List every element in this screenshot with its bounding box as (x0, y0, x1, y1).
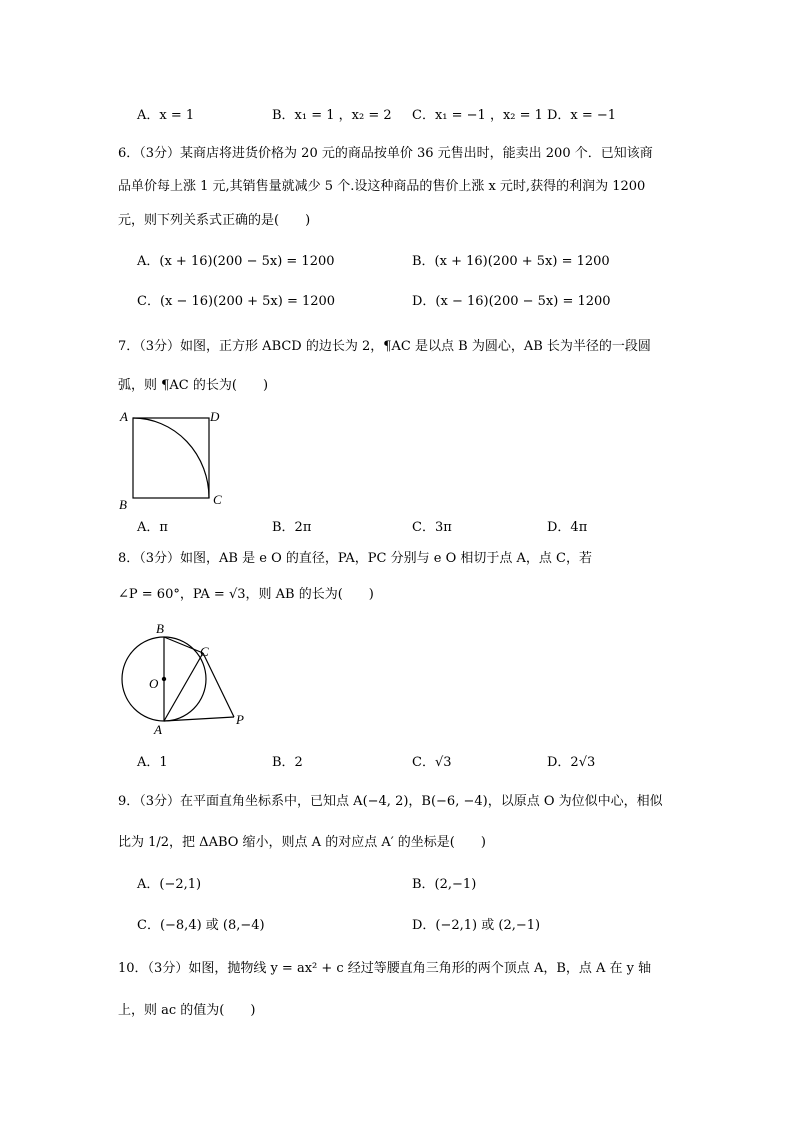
q9-option-b: B．(2,−1) (412, 877, 477, 892)
q7-option-c: C．3π (412, 520, 452, 535)
q5-option-b: B．x₁ = 1 ，x₂ = 2 (272, 108, 392, 123)
q5-option-a: A．x = 1 (137, 108, 195, 123)
label-b: B (119, 497, 127, 512)
q7-stem-line-1: 7．（3分）如图，正方形 ABCD 的边长为 2，¶AC 是以点 B 为圆心，AB 长为半径的一段圆 (118, 339, 651, 354)
tangent-pc (203, 653, 234, 717)
q6-option-b: B．(x + 16)(200 + 5x) = 1200 (412, 254, 610, 269)
q9-option-a: A．(−2,1) (137, 877, 202, 892)
q10-stem-line-2: 上，则 ac 的值为( ) (118, 1003, 256, 1018)
q7-option-d: D．4π (547, 520, 588, 535)
label-o: O (149, 676, 159, 691)
q10-stem-line-1: 10．（3分）如图，抛物线 y = ax² + c 经过等腰直角三角形的两个顶点 A，B，点 A 在 y 轴 (118, 961, 652, 976)
q6-option-a: A．(x + 16)(200 − 5x) = 1200 (137, 254, 335, 269)
q6-stem-line-3: 元，则下列关系式正确的是( ) (118, 213, 311, 228)
q8-stem-line-1: 8．（3分）如图，AB 是 e O 的直径，PA，PC 分别与 e O 相切于点 A，点 C，若 (118, 551, 592, 566)
label-p: P (236, 712, 244, 727)
q5-option-c: C．x₁ = −1 ，x₂ = 1 (412, 108, 543, 123)
q5-option-d: D．x = −1 (547, 108, 617, 123)
segment-bc (164, 637, 203, 653)
label-c: C (200, 644, 209, 659)
q6-option-c: C．(x − 16)(200 + 5x) = 1200 (137, 294, 336, 309)
arc-ac (133, 418, 209, 498)
q6-stem-line-2: 品单价每上涨 1 元,其销售量就减少 5 个.设这种商品的售价上涨 x 元时,获得的利润为 1200 (118, 179, 646, 194)
q7-stem-line-2: 弧，则 ¶AC 的长为( ) (118, 378, 269, 393)
label-d: D (210, 409, 220, 424)
square-abcd (133, 418, 209, 498)
q8-option-a: A．1 (137, 755, 168, 770)
segment-ac (164, 653, 203, 721)
label-a: A (120, 409, 128, 424)
tangent-pa (164, 717, 234, 721)
label-a: A (154, 722, 162, 737)
q8-circle-figure (112, 618, 262, 738)
q9-stem-line-1: 9．（3分）在平面直角坐标系中，已知点 A(−4, 2)，B(−6, −4)，以原点 O 为位似中心，相似 (118, 794, 663, 809)
q8-option-c: C．√3 (412, 755, 452, 770)
center-dot (162, 677, 166, 681)
q6-option-d: D．(x − 16)(200 − 5x) = 1200 (412, 294, 611, 309)
q6-stem-line-1: 6．（3分）某商店将进货价格为 20 元的商品按单价 36 元售出时，能卖出 200 个．已知该商 (118, 146, 653, 161)
q9-stem-line-2: 比为 1/2，把 ΔABO 缩小，则点 A 的对应点 A′ 的坐标是( ) (118, 835, 486, 850)
q9-option-c: C．(−8,4) 或 (8,−4) (137, 918, 265, 933)
label-c: C (213, 492, 222, 507)
q8-option-b: B．2 (272, 755, 303, 770)
q7-option-b: B．2π (272, 520, 312, 535)
label-b: B (156, 621, 164, 636)
q9-option-d: D．(−2,1) 或 (2,−1) (412, 918, 541, 933)
q7-option-a: A．π (137, 520, 168, 535)
q8-stem-line-2: ∠P = 60°，PA = √3，则 AB 的长为( ) (118, 587, 374, 602)
q7-square-figure (112, 404, 232, 514)
q8-option-d: D．2√3 (547, 755, 596, 770)
